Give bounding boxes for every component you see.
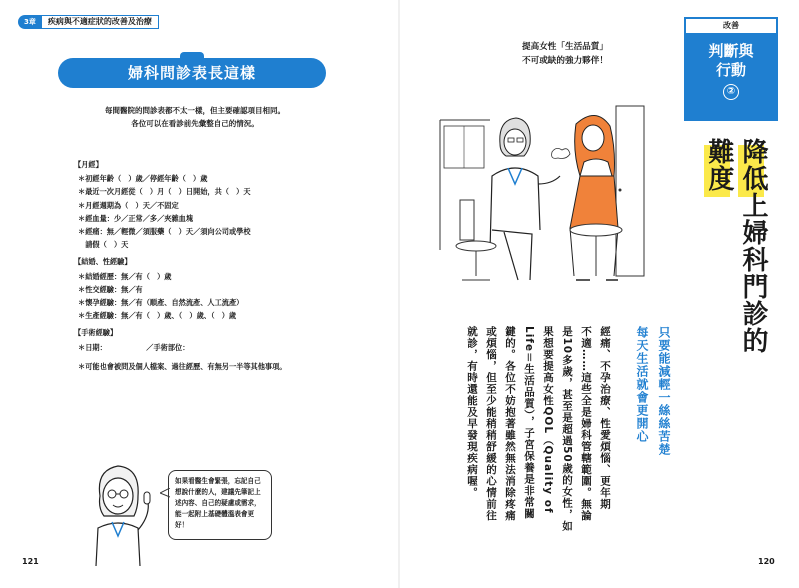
form-section-surgery <box>74 326 344 353</box>
tag-label: 改善 <box>686 19 776 35</box>
caption-line: 提高女性「生活品質」 <box>522 42 608 52</box>
page-number-right: 120 <box>758 557 775 566</box>
form-line: ＊結婚經歷：無／有（ ）歲 <box>78 271 172 281</box>
body-text-column: 果想要提高女性QOL（Quality of <box>542 326 554 514</box>
form-section-menstruation <box>74 158 344 251</box>
illustration-caption <box>485 40 645 68</box>
body-text-column: 經痛、不孕治療、性愛煩惱、更年期 <box>599 326 611 510</box>
tag-number: ② <box>723 84 739 100</box>
form-line: ＊經血量：少／正常／多／夾雜血塊 <box>78 213 194 223</box>
form-line: ＊生產經驗：無／有（ ）歲、（ ）歲、（ ）歲 <box>78 311 237 321</box>
intro-line: 每間醫院的問診表都不太一樣，但主要確認項目相同。 <box>105 106 285 115</box>
form-line: ＊懷孕經驗：無／有（順產、自然流產、人工流產） <box>78 298 244 308</box>
intro-line: 各位可以在看診前先彙整自己的情況。 <box>131 119 259 128</box>
subheading-continued: 每天生活就會更開心 <box>635 326 649 443</box>
body-text-column: 就診，有時還能及早發現疾病喔。 <box>466 326 478 499</box>
gutter <box>398 0 400 588</box>
page-title-continued: 難度 <box>704 138 734 192</box>
form-line: 請假（ ）天 <box>78 240 129 250</box>
caption-line: 不可或缺的強力夥伴！ <box>522 56 608 66</box>
questionnaire-form <box>74 158 344 373</box>
form-line: ＊最近一次月經從（ ）月（ ）日開始，共（ ）天 <box>78 187 251 197</box>
page-number-left: 121 <box>22 557 39 566</box>
chapter-title: 疾病與不適症狀的改善及治療 <box>42 15 159 29</box>
body-text-column: 鍵的。各位不妨抱著雖然無法消除疼痛 <box>504 326 516 522</box>
form-line: ＊性交經驗：無／有 <box>78 284 143 294</box>
form-line: ＊初經年齡（ ）歲／停經年齡（ ）歲 <box>78 174 208 184</box>
consultation-illustration <box>420 80 650 290</box>
body-text-column: 不適……這些全是婦科管轄範圍。無論 <box>580 326 592 522</box>
tag-line: 判斷與 <box>708 42 754 60</box>
tag-line: 行動 <box>715 61 746 79</box>
section-tag <box>684 17 778 121</box>
intro-text <box>60 104 330 130</box>
page-title: 降低上婦科門診的 <box>738 138 768 354</box>
advice-bubble: 如果看醫生會緊張，忘記自己想說什麼的人，建議先筆記上述內容、自己的疑慮或需求，能一起附上基礎體溫表會更好！ <box>168 470 272 540</box>
form-line: ＊經痛：無／輕微／須服藥（ ）天／須向公司或學校 <box>78 227 251 237</box>
body-text-column: 是10多歲，甚至是超過50歲的女性，如 <box>561 326 573 532</box>
subheading: 只要能減輕一絲絲苦楚 <box>657 326 671 456</box>
section-title: 【結婚、性經驗】 <box>74 257 132 267</box>
section-title: 【月經】 <box>74 160 103 169</box>
section-banner: 婦科問診表長這樣 <box>58 58 326 88</box>
body-text-column: Life＝生活品質），子宮保養是非常關 <box>523 326 535 520</box>
form-line: ＊月經週期為（ ）天／不固定 <box>78 200 179 210</box>
chapter-badge: 3章 <box>18 15 42 29</box>
body-text-column: 或煩惱，但至少能稍稍舒緩的心情前往 <box>485 326 497 522</box>
form-note: ＊可能也會被問及個人檔案、過往經歷、有無另一半等其他事項。 <box>78 361 287 371</box>
form-section-marriage <box>74 255 344 322</box>
chapter-header <box>18 15 159 29</box>
form-line: ＊日期： ／手術部位： <box>78 342 190 352</box>
section-title: 【手術經驗】 <box>74 328 118 338</box>
tag-body <box>686 35 776 119</box>
doctor-illustration <box>78 456 158 566</box>
